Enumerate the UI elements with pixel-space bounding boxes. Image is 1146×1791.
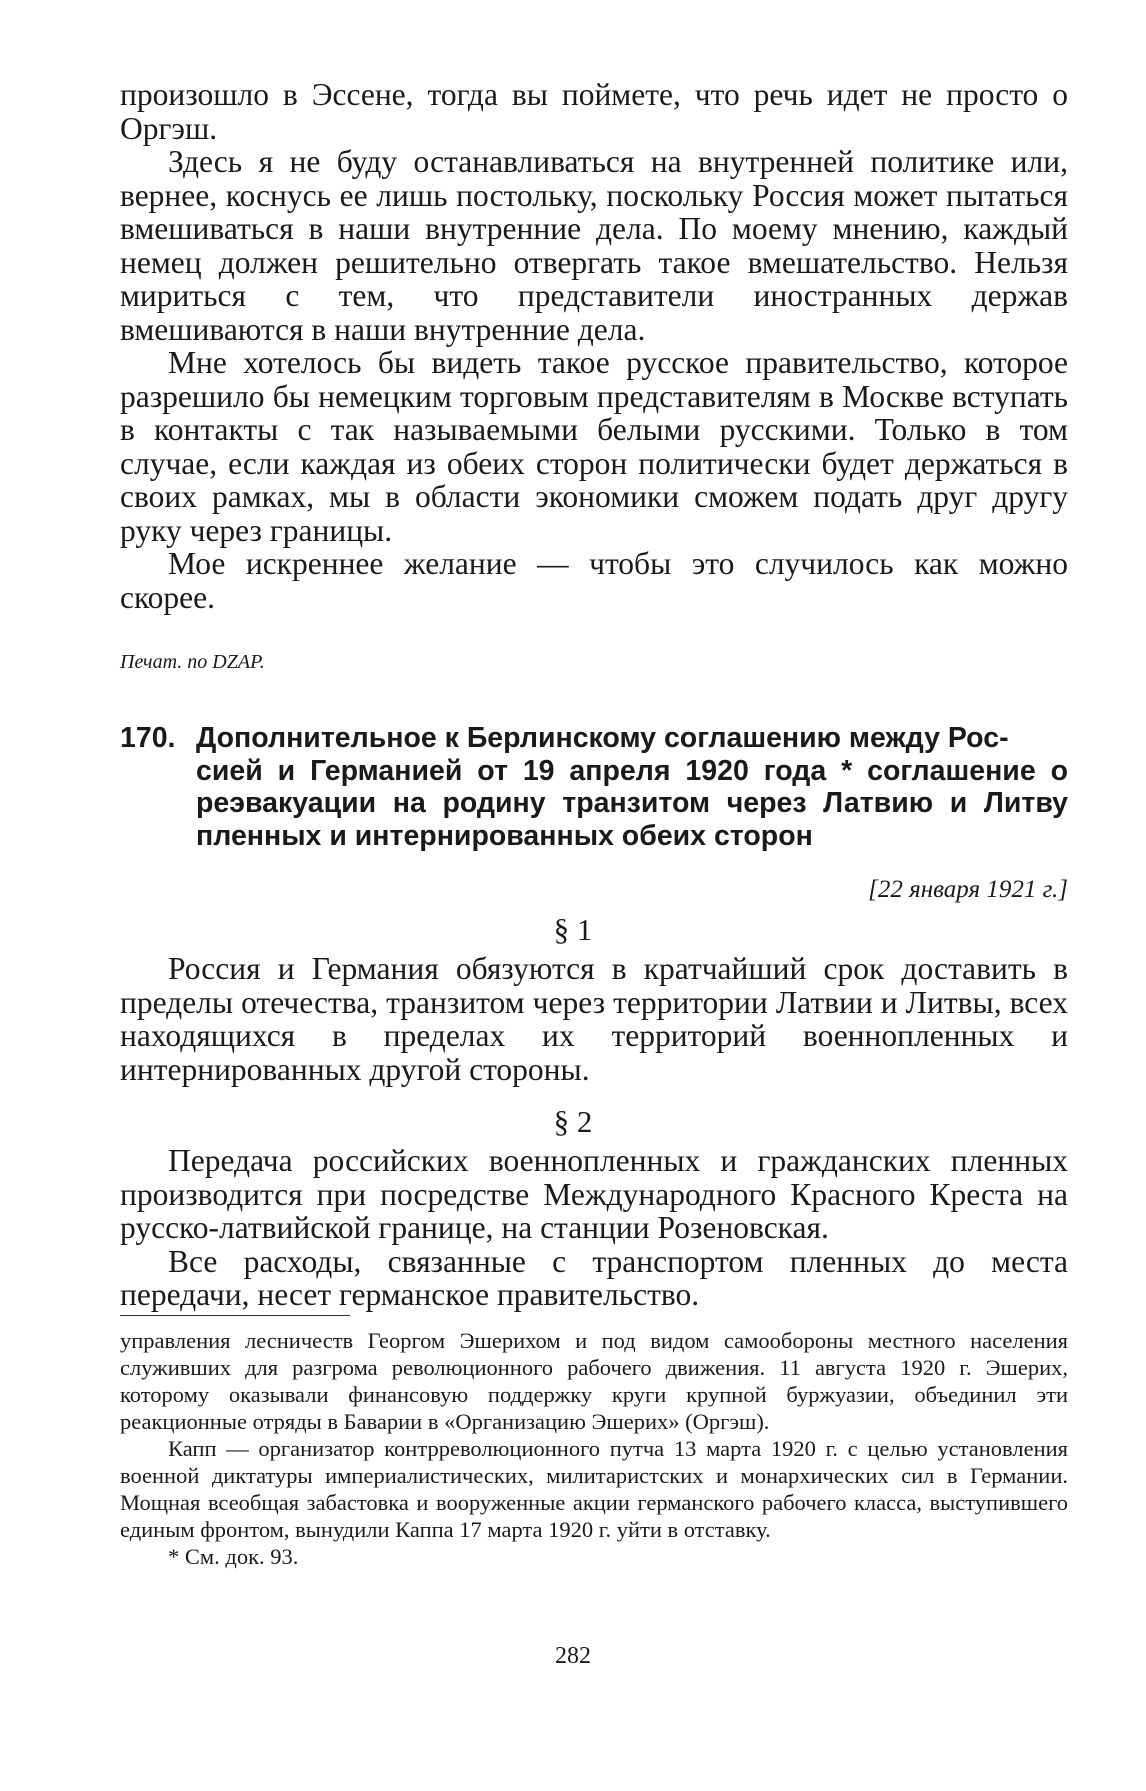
document-heading <box>120 722 1068 852</box>
section-2-paragraph-transfer: Передача российских военнопленных и гражданских пленных производится при посредстве Международного Красного Креста на русско-латвийской границе, на станции Розеновская. <box>120 1143 1068 1245</box>
top-text-block <box>120 78 1068 614</box>
continuation-paragraph: произошло в Эссене, тогда вы поймете, что речь идет не просто о Оргэш. <box>120 77 1068 146</box>
paragraph-sincere-wish: Мое искреннее желание — чтобы это случилось как можно скорее. <box>120 546 1068 615</box>
document-title-rest: сией и Германией от 19 апреля 1920 года * соглашение о реэвакуации на родину транзитом через Латвию и Литву пленных и интернированных обеих сторон <box>196 754 1068 852</box>
paragraph-russian-government: Мне хотелось бы видеть такое русское правительство, которое разрешило бы немецким торговым представителям в Москве вступать в контакты с так называемыми белыми русскими. Только в том случае, если каждая из обеих сторон политически будет держаться в своих рамках, мы в области экономики сможем подать друг другу руку через границы. <box>120 345 1068 548</box>
section-2-paragraph-expenses: Все расходы, связанные с транспортом пленных до места передачи, несет германское правительство. <box>120 1243 1068 1312</box>
section-1-text <box>120 952 1068 1086</box>
footnote-kapp: Капп — организатор контрреволюционного путча 13 марта 1920 г. с целью установления военной диктатуры империалистических, милитаристских и монархических сил в Германии. Мощная всеобщая забастовка и вооруженные акции германского рабочего класса, выступившего единым фронтом, вынудили Каппа 17 марта 1920 г. уйти в отставку. <box>120 1436 1068 1542</box>
section-2-text <box>120 1144 1068 1312</box>
section-1-paragraph: Россия и Германия обязуются в кратчайший срок доставить в пределы отечества, транзитом через территории Латвии и Литвы, всех находящихся в пределах их территорий военнопленных и интернированных другой стороны. <box>120 951 1068 1087</box>
source-note: Печат. по DZAP. <box>120 651 265 673</box>
footnotes <box>120 1327 1068 1570</box>
section-mark-2: § 2 <box>553 1104 593 1139</box>
section-mark-1: § 1 <box>553 912 593 947</box>
document-title-line1: Дополнительное к Берлинскому соглашению между Рос- <box>196 722 1009 754</box>
document-date: [22 января 1921 г.] <box>868 876 1068 903</box>
page-number: 282 <box>555 1643 591 1669</box>
paragraph-internal-politics: Здесь я не буду останавливаться на внутренней политике или, вернее, коснусь ее лишь постольку, поскольку Россия может пытаться вмешиваться в наши внутренние дела. По моему мнению, каждый немец должен решительно отвергать такое вмешательство. Нельзя мириться с тем, что представители иностранных держав вмешиваются в наши внутренние дела. <box>120 144 1068 347</box>
document-number: 170. <box>120 722 176 754</box>
footnote-divider <box>120 1315 350 1316</box>
footnote-escherich: управления лесничеств Георгом Эшерихом и под видом самообороны местного населения служивших для разгрома революционного рабочего движения. 11 августа 1920 г. Эшерих, которому оказывали финансовую поддержку круги крупной буржуазии, объединил эти реакционные отряды в Баварии в «Организацию Эшерих» (Оргэш). <box>120 1328 1068 1434</box>
footnote-doc-reference: * См. док. 93. <box>168 1544 299 1569</box>
